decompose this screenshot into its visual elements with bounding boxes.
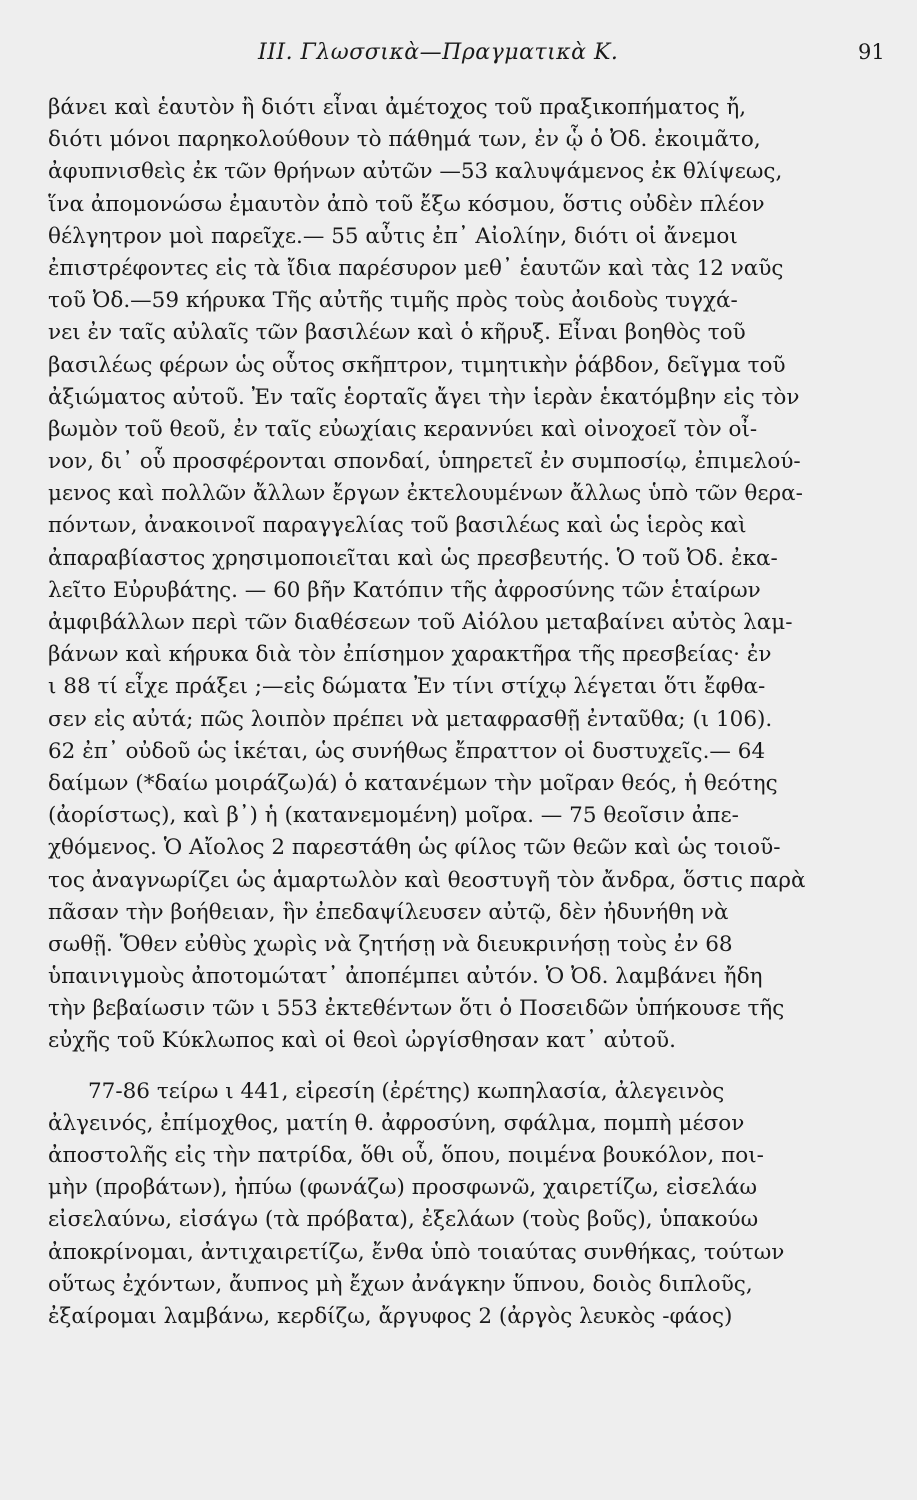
- text-line: σεν εἰς αὐτά; πῶς λοιπὸν πρέπει νὰ μεταφρασθῇ ἐνταῦθα; (ι 106).: [48, 706, 773, 732]
- text-line: τος ἀναγνωρίζει ὡς ἁμαρτωλὸν καὶ θεοστυγῆ τὸν ἄνδρα, ὅστις παρὰ: [48, 867, 806, 893]
- text-line: ἀλγεινός, ἐπίμοχθος, ματίη θ. ἀφροσύνη, σφάλμα, πομπὴ μέσον: [48, 1110, 745, 1136]
- text-line: σωθῇ. Ὅθεν εὐθὺς χωρὶς νὰ ζητήσῃ νὰ διευκρινήσῃ τοὺς ἐν 68: [48, 931, 733, 957]
- text-line: χθόμενος. Ὁ Αἴολος 2 παρεστάθη ὡς φίλος τῶν θεῶν καὶ ὡς τοιοῦ-: [48, 835, 781, 861]
- text-line: τοῦ Ὀδ.—59 κήρυκα Τῆς αὐτῆς τιμῆς πρὸς τοὺς ἀοιδοὺς τυγχά-: [48, 288, 738, 314]
- text-line: εἰσελαύνω, εἰσάγω (τὰ πρόβατα), ἐξελάων (τοὺς βοῦς), ὑπακούω: [48, 1207, 759, 1233]
- text-line: τὴν βεβαίωσιν τῶν ι 553 ἐκτεθέντων ὅτι ὁ Ποσειδῶν ὑπήκουσε τῆς: [48, 996, 785, 1022]
- text-line: πόντων, ἀνακοινοῖ παραγγελίας τοῦ βασιλέως καὶ ὡς ἱερὸς καὶ: [48, 513, 747, 539]
- text-line: βασιλέως φέρων ὡς οὗτος σκῆπτρον, τιμητικὴν ῥάβδον, δεῖγμα τοῦ: [48, 352, 786, 378]
- text-line: ἐπιστρέφοντες εἰς τὰ ἴδια παρέσυρον μεθ᾽ ἑαυτῶν καὶ τὰς 12 ναῦς: [48, 255, 784, 281]
- text-line: ἀμφιβάλλων περὶ τῶν διαθέσεων τοῦ Αἰόλου μεταβαίνει αὐτὸς λαμ-: [48, 610, 793, 635]
- text-line: μὴν (προβάτων), ἠπύω (φωνάζω) προσφωνῶ, χαιρετίζω, εἰσελάω: [48, 1175, 758, 1201]
- text-line: ἀποστολῆς εἰς τὴν πατρίδα, ὅθι οὗ, ὅπου, ποιμένα βουκόλον, ποι-: [48, 1143, 764, 1168]
- text-line: θέλγητρον μοὶ παρεῖχε.— 55 αὖτις ἐπ᾽ Αἰολίην, διότι οἱ ἄνεμοι: [48, 223, 738, 249]
- text-line: βάνων καὶ κήρυκα διὰ τὸν ἐπίσημον χαρακτῆρα τῆς πρεσβείας· ἐν: [48, 642, 772, 668]
- text-line: ἐξαίρομαι λαμβάνω, κερδίζω, ἄργυφος 2 (ἀργὸς λευκὸς -φάος): [48, 1303, 733, 1329]
- text-line: νει ἐν ταῖς αὐλαῖς τῶν βασιλέων καὶ ὁ κῆρυξ. Εἶναι βοηθὸς τοῦ: [48, 320, 746, 346]
- text-line: 77-86 τείρω ι 441, εἰρεσίη (ἐρέτης) κωπηλασία, ἀλεγεινὸς: [88, 1078, 725, 1104]
- text-line: ι 88 τί εἶχε πράξει ;—εἰς δώματα Ἐν τίνι στίχῳ λέγεται ὅτι ἔφθα-: [48, 674, 766, 700]
- text-line: πᾶσαν τὴν βοήθειαν, ἣν ἐπεδαψίλευσεν αὐτῷ, δὲν ἠδυνήθη νὰ: [48, 899, 729, 925]
- text-line: ἀξιώματος αὐτοῦ. Ἐν ταῖς ἑορταῖς ἄγει τὴν ἱερὰν ἑκατόμβην εἰς τὸν: [48, 384, 800, 410]
- text-line: ἀπαραβίαστος χρησιμοποιεῖται καὶ ὡς πρεσβευτής. Ὁ τοῦ Ὀδ. ἐκα-: [48, 545, 778, 571]
- text-line: (ἀορίστως), καὶ β᾽) ἡ (κατανεμομένη) μοῖρα. — 75 θεοῖσιν ἀπε-: [48, 803, 739, 829]
- text-line: ὑπαινιγμοὺς ἀποτομώτατ᾽ ἀποπέμπει αὐτόν. Ὁ Ὀδ. λαμβάνει ἤδη: [48, 964, 763, 990]
- text-line: ἀφυπνισθεὶς ἐκ τῶν θρήνων αὐτῶν —53 καλυψάμενος ἐκ θλίψεως,: [48, 159, 783, 185]
- text-line: δαίμων (*δαίω μοιράζω)ά) ὁ κατανέμων τὴν μοῖραν θεός, ἡ θεότης: [48, 770, 778, 796]
- text-line: λεῖτο Εὐρυβάτης. — 60 βῆν Κατόπιν τῆς ἀφροσύνης τῶν ἑταίρων: [48, 577, 761, 603]
- text-line: βάνει καὶ ἑαυτὸν ἢ διότι εἶναι ἀμέτοχος τοῦ πραξικοπήματος ἤ,: [48, 95, 747, 120]
- text-line: διότι μόνοι παρηκολούθουν τὸ πάθημά των, ἐν ᾧ ὁ Ὀδ. ἐκοιμᾶτο,: [48, 127, 761, 153]
- page-header: [0, 40, 917, 80]
- paragraph-gap: [48, 1058, 868, 1076]
- text-line: βωμὸν τοῦ θεοῦ, ἐν ταῖς εὐωχίαις κεραννύει καὶ οἰνοχοεῖ τὸν οἶ-: [48, 416, 758, 442]
- running-title: III. Γλωσσικὰ—Πραγματικὰ Κ.: [258, 40, 619, 65]
- paragraph-commentary: [48, 92, 868, 1058]
- paragraph-glossary: [48, 1076, 868, 1334]
- text-line: οὕτως ἐχόντων, ἄυπνος μὴ ἔχων ἀνάγκην ὕπνου, δοιὸς διπλοῦς,: [48, 1271, 753, 1297]
- text-line: 62 ἐπ᾽ οὐδοῦ ὡς ἱκέται, ὡς συνήθως ἔπραττον οἱ δυστυχεῖς.— 64: [48, 738, 766, 764]
- text-line: νον, δι᾽ οὗ προσφέρονται σπονδαί, ὑπηρετεῖ ἐν συμποσίῳ, ἐπιμελού-: [48, 449, 801, 475]
- page-number: 91: [858, 40, 885, 64]
- text-line: ἀποκρίνομαι, ἀντιχαιρετίζω, ἔνθα ὑπὸ τοιαύτας συνθήκας, τούτων: [48, 1239, 785, 1265]
- body-text: [48, 92, 868, 1333]
- text-line: μενος καὶ πολλῶν ἄλλων ἔργων ἐκτελουμένων ἄλλως ὑπὸ τῶν θερα-: [48, 481, 803, 507]
- text-line: εὐχῆς τοῦ Κύκλωπος καὶ οἱ θεοὶ ὠργίσθησαν κατ᾽ αὐτοῦ.: [48, 1028, 676, 1054]
- text-line: ἵνα ἀπομονώσω ἐμαυτὸν ἀπὸ τοῦ ἔξω κόσμου, ὅστις οὐδὲν πλέον: [48, 191, 765, 217]
